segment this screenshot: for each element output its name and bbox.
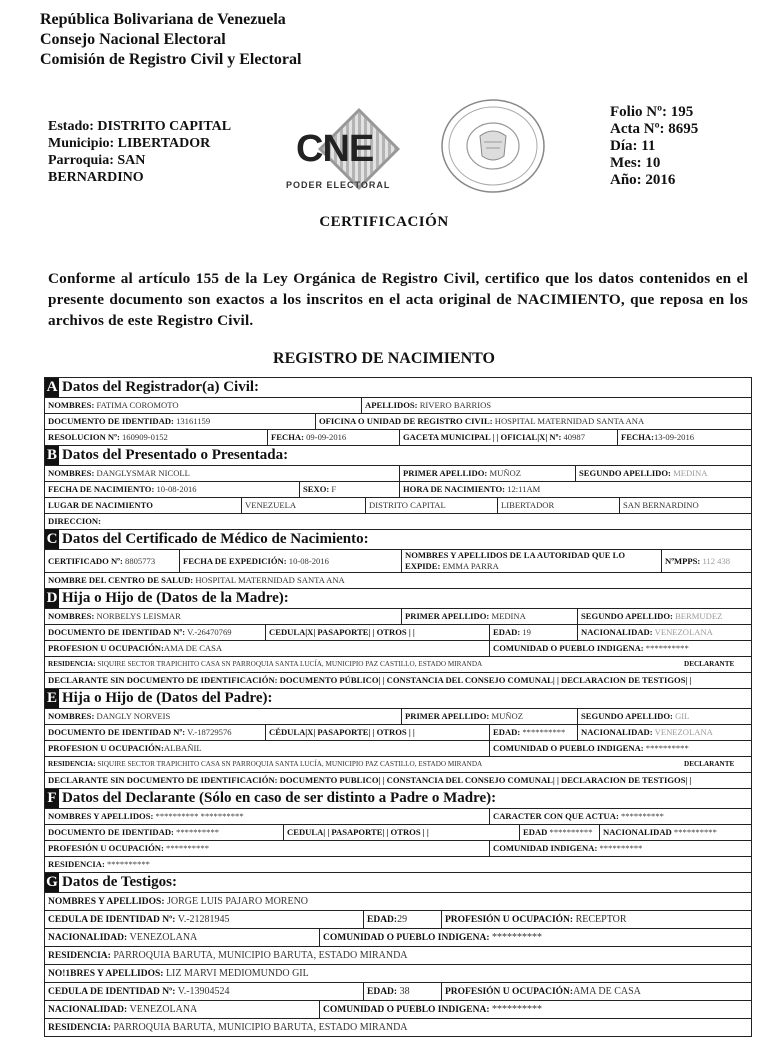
e-nac-label: NACIONALIDAD:	[581, 727, 653, 737]
parroquia-text: Parroquia: SAN	[48, 153, 146, 168]
e-pa-value: MUÑOZ	[491, 711, 523, 721]
g-t1-prof-label: PROFESIÓN U OCUPACIÓN:	[445, 915, 574, 925]
b-fn-label: FECHA DE NACIMIENTO:	[48, 484, 155, 494]
acta-text: Acta Nº: 8695	[610, 121, 699, 137]
section-g-letter: G	[46, 874, 58, 890]
c-mpps-label: NºMPPS:	[665, 556, 701, 566]
section-d-row-4	[45, 656, 751, 672]
e-edad-label: EDAD:	[493, 727, 521, 737]
section-f-title: Datos del Declarante (Sólo en caso de ser distinto a Padre o Madre):	[62, 790, 497, 806]
d-res-label: RESIDENCIA:	[48, 660, 96, 668]
a-fecha-value: 09-09-2016	[306, 432, 347, 442]
d-declarante-label: DECLARANTE	[684, 660, 735, 668]
c-fe-value: 10-08-2016	[288, 556, 329, 566]
mes-text: Mes: 10	[610, 155, 661, 171]
d-nombres-label: NOMBRES:	[48, 611, 95, 621]
d-sin-doc-label: DECLARANTE SIN DOCUMENTO DE IDENTIFICACIÓN: DOCUMENTO PÚBLICO| | CONSTANCIA DEL CONSEJO COMUNAL| | DECLARACION DE TESTIGOS| |	[48, 675, 692, 685]
b-municipio-value: LIBERTADOR	[501, 500, 555, 510]
g-t2-com-value: **********	[492, 1004, 543, 1015]
b-sexo-value: F	[331, 484, 337, 494]
b-fn-value: 10-08-2016	[156, 484, 197, 494]
f-res-value: **********	[106, 859, 150, 869]
g-t2-nombres-label: NO!1BRES Y APELLIDOS:	[48, 969, 164, 979]
section-d-row-1	[45, 608, 751, 624]
location-block	[48, 118, 231, 186]
e-sa-label: SEGUNDO APELLIDO:	[581, 711, 673, 721]
section-b-row-4	[45, 513, 751, 529]
g-t1-nombres-value: JORGE LUIS PAJARO MORENO	[166, 896, 309, 907]
c-mpps-value: 112 438	[702, 556, 731, 566]
g-t2-nac-label: NACIONALIDAD:	[48, 1005, 128, 1015]
certificacion-paragraph: Conforme al artículo 155 de la Ley Orgánica de Registro Civil, certifico que los datos contenidos en el presente documento son exactos a los inscritos en el acta original de NACIMIENTO, que reposa en los archivos de este Registro Civil.	[48, 270, 748, 329]
d-doc-value: V.-26470769	[187, 627, 232, 637]
g-t1-ced-value: V.-21281945	[177, 914, 230, 925]
c-fe-label: FECHA DE EXPEDICIÓN:	[183, 556, 287, 566]
dia-text: Día: 11	[610, 138, 656, 154]
section-e-row-1	[45, 708, 751, 724]
e-declarante-label: DECLARANTE	[684, 760, 735, 768]
d-pa-value: MEDINA	[491, 611, 526, 621]
f-prof-value: **********	[166, 843, 209, 853]
section-f-row-2	[45, 824, 751, 840]
f-car-value: **********	[620, 811, 664, 821]
g-t2-ced-value: V.-13904524	[177, 986, 230, 997]
section-f-row-1	[45, 808, 751, 824]
f-prof-label: PROFESIÓN U OCUPACIÓN:	[48, 843, 164, 853]
b-sa-label: SEGUNDO APELLIDO:	[579, 468, 671, 478]
d-edad-value: 19	[522, 627, 531, 637]
g-t1-ced-label: CEDULA DE IDENTIDAD Nº:	[48, 915, 176, 925]
g-t2-res-label: RESIDENCIA:	[48, 1023, 111, 1033]
section-d-row-5	[45, 672, 751, 688]
e-nac-value: VENEZOLANA	[654, 727, 713, 737]
letterhead	[40, 10, 301, 70]
d-edad-label: EDAD:	[493, 627, 521, 637]
a-resol-value: 160909-0152	[122, 432, 168, 442]
g-t1-com-value: **********	[492, 932, 543, 943]
g-t2-edad-label: EDAD:	[367, 987, 398, 997]
a-fecha2-value: 13-09-2016	[653, 432, 695, 442]
d-prof-value: AMA DE CASA	[163, 643, 223, 653]
d-res-value: SIQUIRE SECTOR TRAPICHITO CASA SN PARROQUIA SANTA LUCÍA, MUNICIPIO PAZ CASTILLO, ESTADO MIRANDA	[97, 660, 483, 668]
logo-text: CNE	[296, 128, 374, 170]
section-e-header	[45, 688, 751, 708]
section-e-title: Hija o Hijo de (Datos del Padre):	[62, 690, 273, 706]
a-fecha2-label: FECHA:	[621, 432, 654, 442]
section-e-row-5	[45, 772, 751, 788]
letterhead-line-3: Comisión de Registro Civil y Electoral	[40, 51, 302, 68]
section-b-row-1	[45, 465, 751, 481]
f-com-label: COMUNIDAD INDIGENA:	[493, 843, 598, 853]
b-dir-label: DIRECCION:	[48, 516, 101, 526]
b-lugar-label: LUGAR DE NACIMIENTO	[48, 500, 153, 510]
official-seal-icon	[440, 98, 546, 194]
b-nombres-label: NOMBRES:	[48, 468, 95, 478]
section-a-row-2	[45, 413, 751, 429]
section-g-row-8	[45, 1018, 751, 1037]
section-f-header	[45, 788, 751, 808]
f-car-label: CARACTER CON QUE ACTUA:	[493, 811, 619, 821]
c-aut-value: EMMA PARRA	[442, 561, 499, 571]
a-gaceta-value: 40987	[563, 432, 585, 442]
section-b-letter: B	[46, 447, 57, 463]
municipio-text: Municipio: LIBERTADOR	[48, 136, 211, 151]
section-f-row-3	[45, 840, 751, 856]
e-nombres-value: DANGLY NORVEIS	[96, 711, 171, 721]
g-t1-nac-label: NACIONALIDAD:	[48, 933, 128, 943]
f-res-label: RESIDENCIA:	[48, 859, 105, 869]
b-estado-value: DISTRITO CAPITAL	[369, 500, 446, 510]
section-d-letter: D	[46, 590, 58, 606]
e-com-value: **********	[645, 743, 689, 753]
section-g-row-3	[45, 928, 751, 946]
g-t2-ced-label: CEDULA DE IDENTIDAD Nº:	[48, 987, 176, 997]
section-f-letter: F	[45, 789, 59, 808]
section-e-row-4	[45, 756, 751, 772]
estado-text: Estado: DISTRITO CAPITAL	[48, 119, 232, 134]
e-prof-label: PROFESION U OCUPACIÓN:	[48, 743, 164, 753]
f-com-value: **********	[599, 843, 643, 853]
g-t1-res-value: PARROQUIA BARUTA, MUNICIPIO BARUTA, ESTADO MIRANDA	[113, 950, 408, 961]
logo-subtext: PODER ELECTORAL	[286, 180, 391, 190]
section-a-row-1	[45, 397, 751, 413]
section-d-header	[45, 588, 751, 608]
b-pa-label: PRIMER APELLIDO:	[403, 468, 488, 478]
section-c-header	[45, 529, 751, 549]
a-resol-label: RESOLUCION Nº:	[48, 432, 120, 442]
b-hn-value: 12:11AM	[507, 484, 541, 494]
e-doc-value: V.-18729576	[187, 727, 232, 737]
e-nombres-label: NOMBRES:	[48, 711, 95, 721]
section-g-row-4	[45, 946, 751, 964]
b-sexo-label: SEXO:	[303, 484, 330, 494]
g-t2-edad-value: 38	[399, 986, 410, 997]
d-sa-value: BERMUDEZ	[675, 611, 723, 621]
section-e-letter: E	[46, 690, 57, 706]
f-nac-label: NACIONALIDAD	[603, 827, 672, 837]
section-d-row-2	[45, 624, 751, 640]
g-t2-prof-label: PROFESIÓN U OCUPACIÓN:	[445, 987, 574, 997]
b-pais-value: VENEZUELA	[245, 500, 297, 510]
section-b-row-2	[45, 481, 751, 497]
g-t2-nac-value: VENEZOLANA	[129, 1004, 198, 1015]
g-t2-res-value: PARROQUIA BARUTA, MUNICIPIO BARUTA, ESTADO MIRANDA	[113, 1022, 408, 1033]
a-gaceta-label: GACETA MUNICIPAL | | OFICIAL|X| Nº:	[403, 432, 562, 442]
a-doc-label: DOCUMENTO DE IDENTIDAD:	[48, 416, 174, 426]
c-cert-value: 8805773	[125, 556, 156, 566]
section-d-title: Hija o Hijo de (Datos de la Madre):	[62, 590, 289, 606]
registro-title: REGISTRO DE NACIMIENTO	[273, 350, 495, 367]
folio-text: Folio Nº: 195	[610, 104, 694, 120]
letterhead-line-2: Consejo Nacional Electoral	[40, 31, 226, 48]
g-t1-edad-label: EDAD:	[367, 915, 398, 925]
d-com-value: **********	[645, 643, 689, 653]
f-edad-value: **********	[549, 827, 593, 837]
section-g-row-1	[45, 892, 751, 910]
section-e-row-3	[45, 740, 751, 756]
section-a-header	[45, 377, 751, 397]
f-nombres-label: NOMBRES Y APELLIDOS:	[48, 811, 154, 821]
d-pa-label: PRIMER APELLIDO:	[405, 611, 490, 621]
registro-form	[44, 377, 752, 1037]
e-pa-label: PRIMER APELLIDO:	[405, 711, 490, 721]
d-com-label: COMUNIDAD O PUEBLO INDIGENA:	[493, 643, 644, 653]
b-pa-value: MUÑOZ	[489, 468, 521, 478]
e-ced-label: CÉDULA|X| PASAPORTE| | OTROS | |	[269, 727, 415, 737]
section-a-letter: A	[46, 379, 58, 395]
g-t1-edad-value: 29	[397, 914, 408, 925]
certificacion-title: CERTIFICACIÓN	[319, 214, 449, 230]
g-t1-nac-value: VENEZOLANA	[129, 932, 198, 943]
a-nombres-label: NOMBRES:	[48, 400, 95, 410]
b-hn-label: HORA DE NACIMIENTO:	[403, 484, 506, 494]
d-nac-label: NACIONALIDAD:	[581, 627, 653, 637]
d-ced-label: CEDULA|X| PASAPORTE| | OTROS | |	[269, 627, 415, 637]
e-sa-value: GIL	[675, 711, 690, 721]
section-c-row-2	[45, 572, 751, 588]
section-c-letter: C	[46, 531, 58, 547]
d-nombres-value: NORBELYS LEISMAR	[96, 611, 181, 621]
section-g-title: Datos de Testigos:	[62, 874, 178, 890]
letterhead-line-1: República Bolivariana de Venezuela	[40, 11, 286, 28]
section-g-row-7	[45, 1000, 751, 1018]
c-cert-label: CERTIFICADO Nº:	[48, 556, 123, 566]
section-g-header	[45, 872, 751, 892]
section-a-row-3	[45, 429, 751, 445]
e-doc-label: DOCUMENTO DE IDENTIDAD Nº:	[48, 727, 186, 737]
c-centro-label: NOMBRE DEL CENTRO DE SALUD:	[48, 575, 194, 585]
f-doc-label: DOCUMENTO DE IDENTIDAD:	[48, 827, 174, 837]
section-b-header	[45, 445, 751, 465]
c-aut-label-2: EXPIDE:	[405, 561, 441, 571]
g-t1-prof-value: RECEPTOR	[575, 914, 627, 925]
g-t2-com-label: COMUNIDAD O PUEBLO INDIGENA:	[323, 1005, 490, 1015]
parroquia-text-cont: BERNARDINO	[48, 170, 144, 185]
d-nac-value: VENEZOLANA	[654, 627, 713, 637]
e-sin-doc-label: DECLARANTE SIN DOCUMENTO DE IDENTIFICACIÓN: DOCUMENTO PUBLICO| | CONSTANCIA DEL CONSEJO COMUNAL| | DECLARACION DE TESTIGOS| |	[48, 775, 692, 785]
e-com-label: COMUNIDAD O PUEBLO INDIGENA:	[493, 743, 644, 753]
a-fecha-label: FECHA:	[271, 432, 304, 442]
section-d-row-3	[45, 640, 751, 656]
a-nombres-value: FATIMA COROMOTO	[96, 400, 179, 410]
section-g-row-5	[45, 964, 751, 982]
e-prof-value: ALBAÑIL	[163, 743, 202, 753]
anio-text: Año: 2016	[610, 172, 676, 188]
cne-logo	[270, 110, 410, 194]
g-t1-nombres-label: NOMBRES Y APELLIDOS:	[48, 897, 165, 907]
e-res-label: RESIDENCIA:	[48, 760, 96, 768]
g-t1-com-label: COMUNIDAD O PUEBLO INDIGENA:	[323, 933, 490, 943]
e-edad-value: **********	[522, 727, 566, 737]
d-doc-label: DOCUMENTO DE IDENTIDAD Nº:	[48, 627, 186, 637]
b-nombres-value: DANGLYSMAR NICOLL	[96, 468, 190, 478]
g-t2-prof-value: AMA DE CASA	[573, 986, 641, 997]
record-block	[610, 104, 698, 189]
f-nombres-value: ********** **********	[155, 811, 244, 821]
e-res-value: SIQUIRE SECTOR TRAPICHITO CASA SN PARROQUIA SANTA LUCÍA, MUNICIPIO PAZ CASTILLO, ESTADO MIRANDA	[97, 760, 483, 768]
section-b-title: Datos del Presentado o Presentada:	[62, 447, 289, 463]
b-parroquia-value: SAN BERNARDINO	[623, 500, 699, 510]
section-e-row-2	[45, 724, 751, 740]
section-c-row-1	[45, 549, 751, 572]
d-sa-label: SEGUNDO APELLIDO:	[581, 611, 673, 621]
a-doc-value: 13161159	[176, 416, 211, 426]
f-doc-value: **********	[176, 827, 220, 837]
c-aut-label-1: NOMBRES Y APELLIDOS DE LA AUTORIDAD QUE LO	[405, 550, 626, 560]
a-oficina-value: HOSPITAL MATERNIDAD SANTA ANA	[494, 416, 645, 426]
g-t2-nombres-value: LIZ MARVI MEDIOMUNDO GIL	[165, 968, 309, 979]
section-a-title: Datos del Registrador(a) Civil:	[62, 379, 260, 395]
a-oficina-label: OFICINA O UNIDAD DE REGISTRO CIVIL:	[319, 416, 493, 426]
section-c-title: Datos del Certificado de Médico de Nacimiento:	[62, 531, 369, 547]
section-f-row-4	[45, 856, 751, 872]
a-apellidos-label: APELLIDOS:	[365, 400, 418, 410]
c-centro-value: HOSPITAL MATERNIDAD SANTA ANA	[195, 575, 345, 585]
section-b-row-3	[45, 497, 751, 513]
b-sa-value: MEDINA	[673, 468, 708, 478]
f-edad-label: EDAD	[523, 827, 548, 837]
d-prof-label: PROFESION U OCUPACIÓN:	[48, 643, 164, 653]
f-ced-label: CEDULA| | PASAPORTE| | OTROS | |	[287, 827, 429, 837]
section-g-row-6	[45, 982, 751, 1000]
f-nac-value: **********	[673, 827, 717, 837]
a-apellidos-value: RIVERO BARRIOS	[419, 400, 492, 410]
section-g-row-2	[45, 910, 751, 928]
g-t1-res-label: RESIDENCIA:	[48, 951, 111, 961]
